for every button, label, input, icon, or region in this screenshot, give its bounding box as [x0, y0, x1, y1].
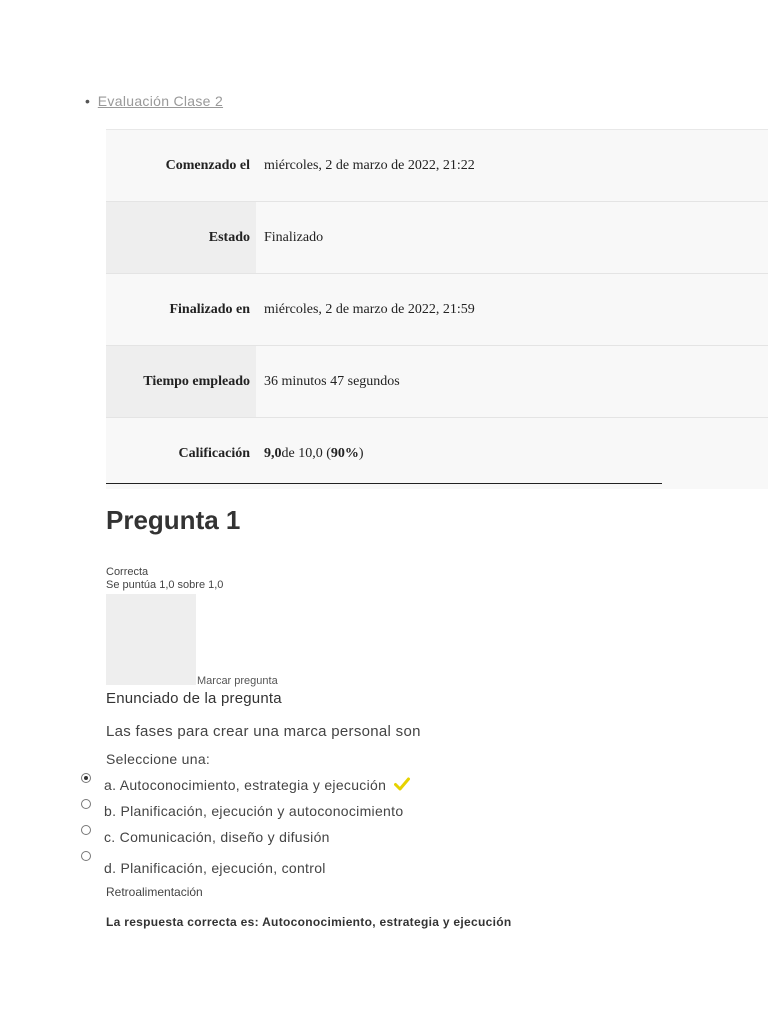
summary-divider: [106, 483, 662, 484]
option-a-radio[interactable]: [81, 773, 91, 783]
summary-label: Comenzado el: [106, 130, 256, 201]
question-info: [106, 566, 223, 592]
summary-label: Tiempo empleado: [106, 346, 256, 417]
summary-label: Finalizado en: [106, 274, 256, 345]
feedback-correct-answer: La respuesta correcta es: Autoconocimiento, estrategia y ejecución: [106, 915, 512, 929]
feedback-heading: Retroalimentación: [106, 885, 203, 899]
summary-value: miércoles, 2 de marzo de 2022, 21:59: [256, 274, 768, 345]
option-c[interactable]: [104, 829, 330, 845]
grade-end: ): [358, 445, 364, 461]
question-prompt: Seleccione una:: [106, 751, 211, 767]
summary-row-state: [106, 201, 768, 273]
question-text: Las fases para crear una marca personal son: [106, 723, 421, 740]
summary-label: Calificación: [106, 418, 256, 489]
question-grade: Se puntúa 1,0 sobre 1,0: [106, 579, 224, 591]
option-a[interactable]: [104, 777, 410, 793]
breadcrumb-bullet: •: [85, 93, 90, 109]
flag-question-link[interactable]: Marcar pregunta: [197, 675, 278, 687]
summary-value: 36 minutos 47 segundos: [256, 346, 768, 417]
summary-row-started: [106, 129, 768, 201]
option-c-label: c. Comunicación, diseño y difusión: [104, 829, 330, 845]
option-c-radio[interactable]: [81, 825, 91, 835]
option-a-label: a. Autoconocimiento, estrategia y ejecución: [104, 777, 387, 793]
summary-row-time: [106, 345, 768, 417]
option-b[interactable]: [104, 803, 403, 819]
option-d[interactable]: [104, 860, 326, 876]
summary-row-finished: [106, 273, 768, 345]
summary-label: Estado: [106, 202, 256, 273]
summary-value: Finalizado: [256, 202, 768, 273]
grade-score: 9,0: [264, 445, 282, 461]
question-state: Correcta: [106, 566, 149, 578]
option-b-label: b. Planificación, ejecución y autoconocimiento: [104, 803, 404, 819]
grade-mid: de 10,0 (: [281, 445, 331, 461]
summary-value: miércoles, 2 de marzo de 2022, 21:22: [256, 130, 768, 201]
flag-image-placeholder[interactable]: [106, 594, 196, 685]
checkmark-icon: [394, 777, 410, 791]
summary-row-grade: [106, 417, 768, 489]
question-heading: Enunciado de la pregunta: [106, 690, 282, 707]
summary-value-grade: [256, 418, 768, 489]
option-d-radio[interactable]: [81, 851, 91, 861]
attempt-summary-table: [106, 129, 768, 489]
grade-percent: 90%: [330, 445, 359, 461]
question-title: Pregunta 1: [106, 505, 241, 535]
breadcrumb-link-evaluacion[interactable]: Evaluación Clase 2: [97, 93, 224, 109]
option-b-radio[interactable]: [81, 799, 91, 809]
option-d-label: d. Planificación, ejecución, control: [104, 860, 326, 876]
breadcrumb: [85, 93, 223, 109]
